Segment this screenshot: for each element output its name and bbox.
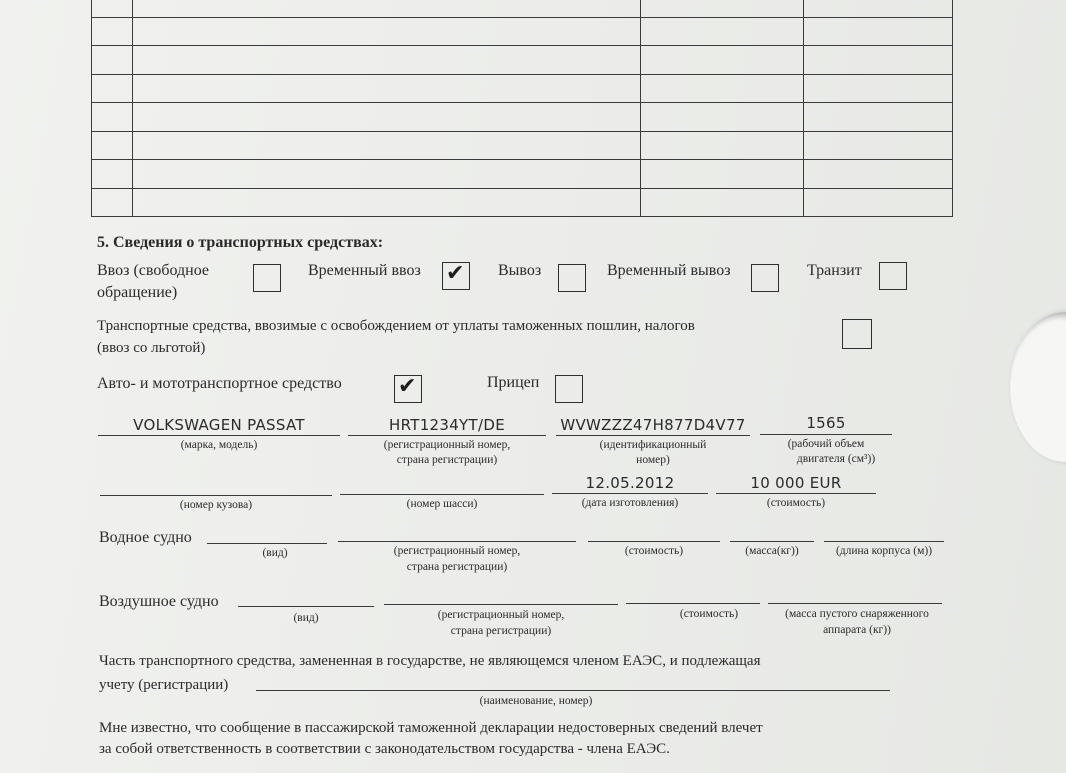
make-model-underline [98, 435, 340, 436]
table-cell[interactable] [92, 17, 133, 46]
aircraft-mass-underline[interactable] [768, 603, 942, 604]
aircraft-reg-underline[interactable] [384, 604, 618, 605]
table-cell[interactable] [804, 188, 953, 217]
option-export-label: Вывоз [498, 262, 542, 279]
option-temporary-export-label: Временный вывоз [607, 262, 731, 279]
chassis-number-underline[interactable] [340, 494, 544, 495]
aircraft-reg-caption-1: (регистрационный номер, [437, 609, 565, 621]
table-cell[interactable] [92, 0, 133, 17]
watercraft-length-underline[interactable] [824, 541, 944, 542]
table-cell[interactable] [804, 17, 953, 46]
aircraft-type-underline[interactable] [238, 606, 374, 607]
engine-volume-underline [760, 434, 892, 435]
table-cell[interactable] [804, 46, 953, 75]
aircraft-mass-caption-1: (масса пустого снаряженного [785, 608, 929, 620]
binder-hole [1010, 312, 1066, 462]
watercraft-reg-underline[interactable] [338, 541, 576, 542]
table-cell[interactable] [641, 103, 804, 132]
cost-caption: (стоимость) [766, 497, 826, 509]
table-cell[interactable] [133, 188, 641, 217]
watercraft-reg-caption-2: страна регистрации) [406, 561, 508, 573]
table-row [92, 188, 953, 217]
option-transit-label: Транзит [807, 262, 862, 279]
registration-caption-1: (регистрационный номер, [383, 439, 511, 451]
aircraft-reg-caption-2: страна регистрации) [450, 625, 552, 637]
option-import-free-checkbox[interactable] [253, 264, 281, 292]
table-cell[interactable] [133, 46, 641, 75]
cost-value[interactable]: 10 000 EUR [750, 474, 842, 492]
aircraft-label: Воздушное судно [99, 593, 219, 610]
trailer-label: Прицеп [487, 374, 540, 391]
part-caption: (наименование, номер) [479, 695, 593, 707]
table-cell[interactable] [92, 188, 133, 217]
part-underline[interactable] [256, 690, 890, 691]
checkmark-icon: ✔ [446, 261, 465, 286]
trailer-checkbox[interactable] [555, 375, 583, 403]
checkmark-icon: ✔ [398, 374, 417, 399]
manufacture-date-underline [552, 493, 708, 494]
table-cell[interactable] [92, 160, 133, 189]
aircraft-type-caption: (вид) [293, 612, 319, 624]
watercraft-mass-underline[interactable] [730, 541, 814, 542]
vin-value[interactable]: WVWZZZ47H877D4V77 [560, 416, 746, 434]
body-number-caption: (номер кузова) [179, 499, 253, 511]
watercraft-type-caption: (вид) [262, 547, 288, 559]
table-cell[interactable] [92, 131, 133, 160]
watercraft-mass-caption: (масса(кг)) [745, 545, 799, 557]
table-row [92, 0, 953, 17]
watercraft-reg-caption-1: (регистрационный номер, [393, 545, 521, 557]
statement-line-2: за собой ответственность в соответствии с законодательством государства - члена ЕАЭС. [99, 741, 670, 757]
table-row [92, 46, 953, 75]
table-cell[interactable] [804, 74, 953, 103]
table-row [92, 103, 953, 132]
option-transit-checkbox[interactable] [879, 262, 907, 290]
option-temporary-import-label: Временный ввоз [308, 262, 421, 279]
table-row [92, 160, 953, 189]
table-cell[interactable] [804, 131, 953, 160]
part-label-1: Часть транспортного средства, замененная в государстве, не являющемся членом ЕАЭС, и подлежащая [99, 653, 761, 669]
table-cell[interactable] [641, 131, 804, 160]
aircraft-cost-underline[interactable] [626, 603, 760, 604]
option-temporary-import-checkbox[interactable] [442, 262, 470, 290]
table-cell[interactable] [133, 160, 641, 189]
preferential-label-1: Транспортные средства, ввозимые с освобождением от уплаты таможенных пошлин, налогов [97, 318, 695, 334]
part-label-2: учету (регистрации) [99, 677, 229, 693]
table-cell[interactable] [804, 103, 953, 132]
make-model-caption: (марка, модель) [180, 439, 258, 451]
table-cell[interactable] [804, 160, 953, 189]
table-cell[interactable] [92, 46, 133, 75]
table-cell[interactable] [133, 0, 641, 17]
vin-caption-1: (идентификационный [599, 439, 707, 451]
table-cell[interactable] [133, 74, 641, 103]
table-cell[interactable] [641, 0, 804, 17]
table-cell[interactable] [133, 103, 641, 132]
manufacture-date-value[interactable]: 12.05.2012 [585, 474, 675, 492]
chassis-number-caption: (номер шасси) [406, 498, 478, 510]
registration-value[interactable]: HRT1234YT/DE [389, 416, 505, 434]
cost-underline [716, 493, 876, 494]
table-cell[interactable] [133, 17, 641, 46]
aircraft-cost-caption: (стоимость) [679, 608, 739, 620]
engine-volume-value[interactable]: 1565 [806, 414, 846, 432]
table-cell[interactable] [92, 74, 133, 103]
watercraft-length-caption: (длина корпуса (м)) [835, 545, 933, 557]
watercraft-cost-underline[interactable] [588, 541, 720, 542]
vin-caption-2: номер) [636, 454, 670, 466]
table-cell[interactable] [804, 0, 953, 17]
table-cell[interactable] [133, 131, 641, 160]
option-temporary-export-checkbox[interactable] [751, 264, 779, 292]
option-export-checkbox[interactable] [558, 264, 586, 292]
option-import-free-label-2: обращение) [97, 284, 178, 301]
auto-vehicle-label: Авто- и мототранспортное средство [97, 375, 342, 392]
section-title: 5. Сведения о транспортных средствах: [97, 234, 384, 251]
watercraft-label: Водное судно [99, 529, 192, 546]
make-model-value[interactable]: VOLKSWAGEN PASSAT [133, 416, 305, 434]
statement-line-1: Мне известно, что сообщение в пассажирской таможенной декларации недостоверных сведений влечет [99, 720, 763, 736]
vin-underline [556, 435, 750, 436]
table-cell[interactable] [641, 160, 804, 189]
preferential-checkbox[interactable] [842, 319, 872, 349]
manufacture-date-caption: (дата изготовления) [581, 497, 679, 509]
table-cell[interactable] [641, 17, 804, 46]
preferential-label-2: (ввоз со льготой) [97, 340, 206, 356]
goods-table [91, 0, 953, 217]
auto-vehicle-checkbox[interactable] [394, 375, 422, 403]
registration-caption-2: страна регистрации) [396, 454, 498, 466]
table-cell[interactable] [641, 188, 804, 217]
engine-volume-caption-1: (рабочий объем [787, 438, 865, 450]
aircraft-mass-caption-2: аппарата (кг)) [823, 624, 891, 636]
table-cell[interactable] [92, 103, 133, 132]
watercraft-cost-caption: (стоимость) [624, 545, 684, 557]
option-import-free-label-1: Ввоз (свободное [97, 262, 209, 279]
watercraft-type-underline[interactable] [207, 543, 327, 544]
table-row [92, 17, 953, 46]
registration-underline [348, 435, 546, 436]
engine-volume-caption-2: двигателя (см³)) [796, 453, 876, 465]
table-row [92, 131, 953, 160]
body-number-underline[interactable] [100, 495, 332, 496]
table-cell[interactable] [641, 74, 804, 103]
table-row [92, 74, 953, 103]
table-cell[interactable] [641, 46, 804, 75]
